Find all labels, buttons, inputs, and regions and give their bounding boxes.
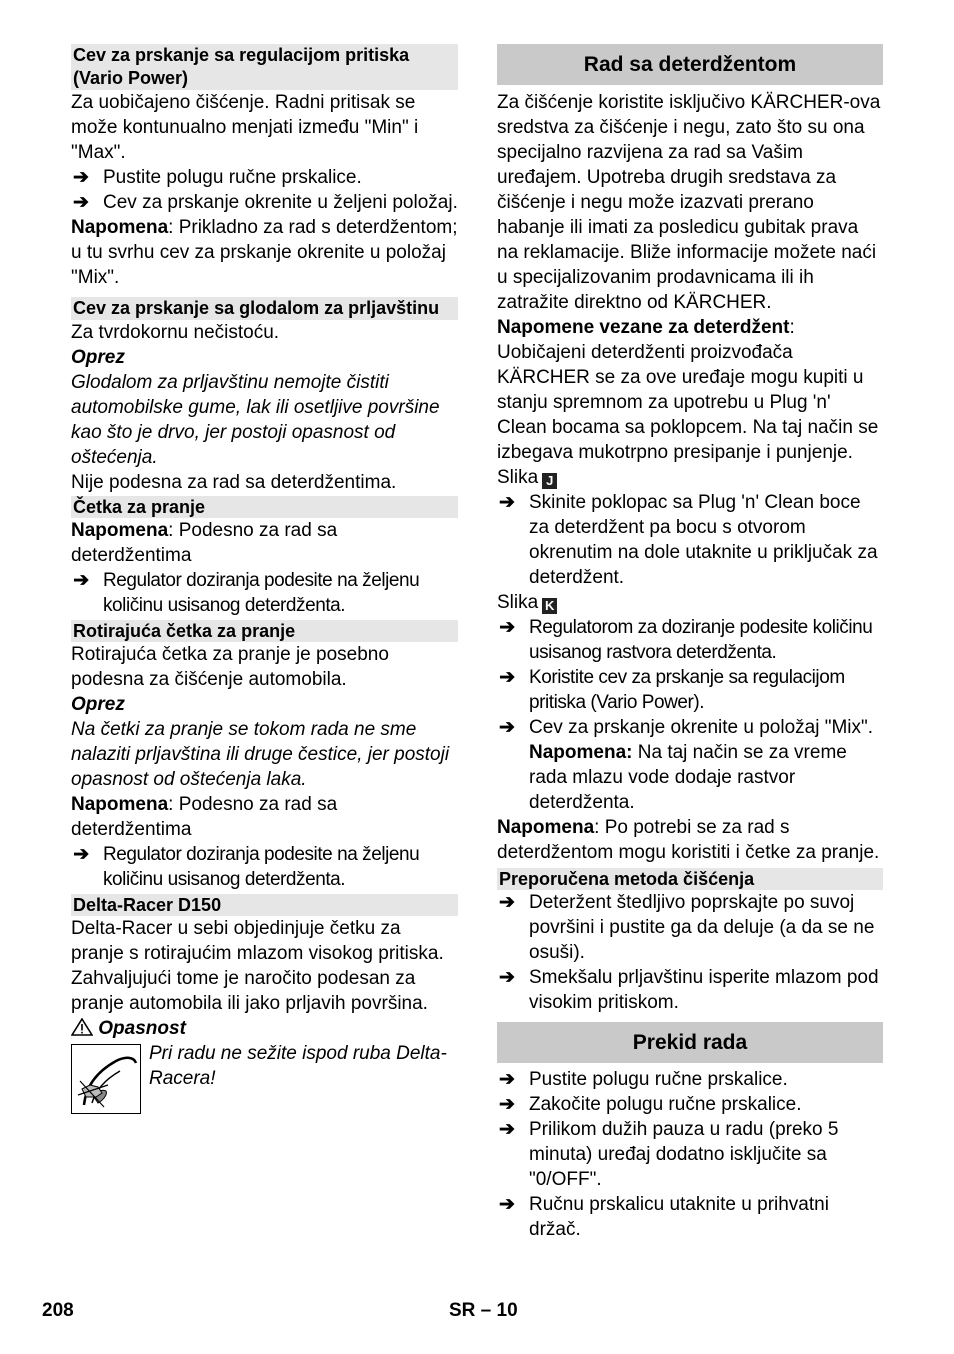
note: Napomena: Podesno za rad sa deterdžentima	[71, 520, 338, 566]
right-arrow-icon: ➔	[499, 717, 515, 738]
caution-label: Oprez	[71, 694, 125, 715]
right-arrow-icon: ➔	[499, 617, 515, 638]
hand-under-brush-illustration	[71, 1044, 141, 1114]
heading-delta-racer: Delta-Racer D150	[71, 894, 458, 916]
list-item: ➔ Prilikom dužih pauza u radu (preko 5 minuta) uređaj dodatno isključite sa "0/OFF".	[497, 1117, 883, 1192]
danger-block	[71, 1041, 458, 1143]
list-item: ➔ Pustite polugu ručne prskalice.	[497, 1067, 883, 1092]
right-arrow-icon: ➔	[499, 967, 515, 988]
figure-badge: J	[542, 473, 557, 489]
paragraph: Za tvrdokornu nečistoću.	[71, 322, 280, 343]
list-item: ➔ Regulator doziranja podesite na željenu količinu usisanog deterdženta.	[71, 842, 458, 892]
figure-reference: Slika K	[497, 590, 883, 615]
note: Napomena: Po potrebi se za rad s deterdžentom mogu koristiti i četke za pranje.	[497, 817, 880, 863]
caution-text: Na četki za pranje se tokom rada ne sme nalaziti prljavština ili druge čestice, jer postoji opasnost od oštećenja laka.	[71, 719, 450, 790]
list-item: ➔ Pustite polugu ručne prskalice.	[71, 165, 458, 190]
right-arrow-icon: ➔	[499, 1119, 515, 1140]
note: Napomena: Podesno za rad sa deterdžentima	[71, 794, 338, 840]
right-column	[497, 44, 883, 1242]
caution-text: Glodalom za prljavštinu nemojte čistiti automobilske gume, lak ili osetljive površine kao što je drvo, jer postoji opasnost od oštećenja.	[71, 372, 440, 468]
right-arrow-icon: ➔	[499, 492, 515, 513]
paragraph: Za uobičajeno čišćenje. Radni pritisak se može kontunualno menjati između "Min" i "Max".	[71, 92, 419, 163]
danger-label: Opasnost	[71, 1016, 458, 1041]
right-arrow-icon: ➔	[499, 667, 515, 688]
right-arrow-icon: ➔	[499, 1194, 515, 1215]
warning-triangle-icon	[71, 1018, 93, 1039]
list-item: ➔ Skinite poklopac sa Plug 'n' Clean boce za deterdžent pa bocu s otvorom okrenutim na dole utaknite u priključak za deterdžent.	[497, 490, 883, 590]
heading-rotating-brush: Rotirajuća četka za pranje	[71, 620, 458, 642]
right-arrow-icon: ➔	[73, 167, 89, 188]
right-arrow-icon: ➔	[499, 1069, 515, 1090]
note: Napomena: Prikladno za rad s deterdžentom; u tu svrhu cev za prskanje okrenite u položaj "Mix".	[71, 217, 458, 288]
list-item: ➔ Koristite cev za prskanje sa regulacijom pritiska (Vario Power).	[497, 665, 883, 715]
list-item: ➔ Cev za prskanje okrenite u položaj "Mix".	[497, 715, 883, 740]
right-arrow-icon: ➔	[73, 192, 89, 213]
list-item: ➔ Cev za prskanje okrenite u željeni položaj.	[71, 190, 458, 215]
heading-interrupting-operation: Prekid rada	[497, 1022, 883, 1063]
caution-label: Oprez	[71, 347, 125, 368]
figure-badge: K	[542, 598, 557, 614]
right-arrow-icon: ➔	[73, 570, 89, 591]
danger-text: Pri radu ne sežite ispod ruba Delta-Racera!	[149, 1043, 447, 1089]
page-number: 208	[42, 1300, 74, 1321]
heading-detergent-operation: Rad sa deterdžentom	[497, 44, 883, 85]
paragraph: Delta-Racer u sebi objedinjuje četku za pranje s rotirajućim mlazom visokog pritiska. Zahvaljujući tome je naročito podesan za pranje automobila ili jako prljavih površina.	[71, 918, 444, 1014]
list-item: ➔ Regulatorom za doziranje podesite količinu usisanog rastvora deterdženta.	[497, 615, 883, 665]
note: Napomena: Na taj način se za vreme rada mlazu vode dodaje rastvor deterdženta.	[529, 742, 847, 813]
paragraph: Nije podesna za rad sa deterdžentima.	[71, 472, 397, 493]
section-indicator: SR – 10	[449, 1300, 518, 1321]
right-arrow-icon: ➔	[499, 892, 515, 913]
list-item: ➔ Regulator doziranja podesite na željenu količinu usisanog deterdženta.	[71, 568, 458, 618]
heading-dirt-blaster: Cev za prskanje sa glodalom za prljavštinu	[71, 297, 458, 320]
heading-wash-brush: Četka za pranje	[71, 496, 458, 518]
list-item: ➔ Ručnu prskalicu utaknite u prihvatni držač.	[497, 1192, 883, 1242]
right-arrow-icon: ➔	[499, 1094, 515, 1115]
right-arrow-icon: ➔	[73, 844, 89, 865]
list-item: ➔ Deteržent štedljivo poprskajte po suvoj površini i pustite ga da deluje (a da se ne osuši).	[497, 890, 883, 965]
list-item: ➔ Smekšalu prljavštinu isperite mlazom pod visokim pritiskom.	[497, 965, 883, 1015]
heading-recommended-method: Preporučena metoda čišćenja	[497, 868, 883, 890]
paragraph: Rotirajuća četka za pranje je posebno podesna za čišćenje automobila.	[71, 644, 389, 690]
figure-reference: Slika J	[497, 465, 883, 490]
list-item: ➔ Zakočite polugu ručne prskalice.	[497, 1092, 883, 1117]
left-column	[71, 44, 458, 1143]
heading-vario-power: Cev za prskanje sa regulacijom pritiska (Vario Power)	[71, 44, 458, 90]
note: Napomene vezane za deterdžent: Uobičajeni deterdženti proizvođača KÄRCHER se za ove uređaje mogu kupiti u stanju spremnom za upotrebu u Plug 'n' Clean bocama sa poklopcem. Na taj način se izbegava mukotrpno presipanje i punjenje.	[497, 317, 879, 463]
paragraph: Za čišćenje koristite isključivo KÄRCHER-ova sredstva za čišćenje i negu, zato što su ona specijalno razvijena za rad sa Vašim uređajem. Upotreba drugih sredstava za čišćenje i negu može izazvati prerano habanje ili imati za posledicu gubitak prava na reklamacije. Bliže informacije možete naći u specijalizovanim prodavnicama ili ih zatražite direktno od KÄRCHER.	[497, 92, 881, 313]
